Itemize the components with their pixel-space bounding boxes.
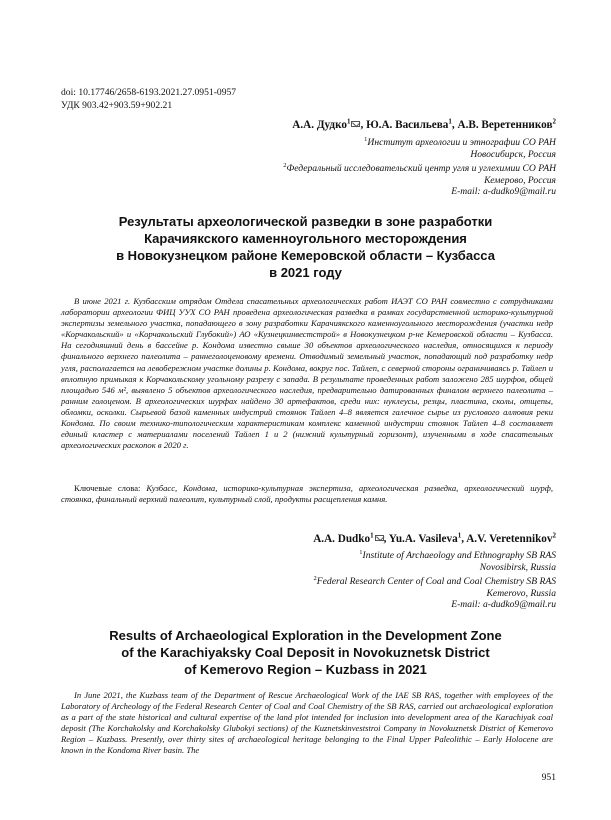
en-email[interactable]: E-mail: a-dudko9@mail.ru xyxy=(451,599,556,610)
en-affiliation-2: $^2$Federal Research Center of Coal and Coal Chemistry SB RAS xyxy=(313,575,556,588)
ru-authors: А.А. Дудко$^1$ , Ю.А. Васильева$^1$, А.В. Веретенников$^2$ xyxy=(292,117,556,131)
ru-affiliation-1: $^1$Институт археологии и этнографии СО РАН xyxy=(364,136,556,149)
keywords-label: Ключевые слова: xyxy=(74,483,141,493)
ru-abstract: В июне 2021 г. Кузбасским отрядом Отдела спасательных археологических работ ИАЭТ СО РАН совместно с сотрудниками лаборатории археологии ФИЦ УУХ СО РАН проведена археологическая разведка в рамках государственной историко-культурной экспертизы земельного участка, попадающего в зону разработки Карачиякского каменноугольного месторождения (участки недр «Корчакольский» и «Корчакольский Глубокий») АО «Кузнецкинвестстрой» в Новокузнецком р-не Кемеровской области – Кузбасса. На сегодняшний день в бассейне р. Кондома известно свыше 30 объектов археологического наследия, относящихся к периоду финального верхнего палеолита – раннеголоценовому времени. Отводимый земельный участок, попадающий под разработку недр угля, располагается на левобережном участке долины р. Кондома, вокруг пос. Тайлеп, с северной стороны ограничиваясь р. Тайлеп и вплотную примыкая к Корчакольскому угольному разрезу с запада. В результате проведенных работ заложено 285 шурфов, общей площадью 546 м², выявлено 5 объектов археологического наследия, предварительно датированных финалом верхнего палеолита – ранним голоценом. В археологических шурфах найдено 30 артефактов, среди них: нуклеусы, резцы, пластина, сколы, отщепы, обломки, осколки. Сырьевой базой каменных индустрий стоянок Тайлеп 4–8 является галечное сырье из руслового аллювия реки Кондома. По своим технико-типологическим характеристикам комплекс каменной индустрии стоянок Тайлеп 4–8 составляет единый кластер с материалами поселений Тайлеп 1 и 2 (нижний культурный горизонт), изученными в ходе спасательных археологических раскопок в 2020 г. xyxy=(61,296,553,451)
ru-title xyxy=(60,213,551,281)
ru-affiliation-1-city: Новосибирск, Россия xyxy=(470,148,556,160)
en-abstract: In June 2021, the Kuzbass team of the Department of Rescue Archaeological Work of the IAE SB RAS, together with employees of the Laboratory of Archeology of the Federal Research Center of Coal and Coal Chemistry of the SB RAS, carried out archaeological exploration as a part of the state historical and cultural expertise of the land plot intended for inclusion into development area of the Karachiyak coal deposit (The Korchakolsky and Korchakolsky Glubokyi sections) of the Kuznetskinveststroi Company in Novokuznetsk District of Kemerovo Region – Kuzbass. Presently, over thirty sites of archaeological heritage belonging to the Final Upper Paleolithic – Early Holocene are known in the Kondoma River basin. The xyxy=(61,690,553,756)
article-meta xyxy=(61,87,236,112)
en-author-1: A.A. Dudko$^1$ xyxy=(313,533,383,545)
ru-author-3: А.В. Веретенников$^2$ xyxy=(457,117,556,131)
en-title-line: of Kemerovo Region – Kuzbass in 2021 xyxy=(184,662,427,677)
ru-title-line: Результаты археологической разведки в зоне разработки xyxy=(118,214,493,229)
ru-title-line: Карачиякского каменноугольного месторождения xyxy=(144,231,467,246)
ru-keywords xyxy=(61,483,553,505)
en-author-3: A.V. Veretennikov$^2$ xyxy=(466,531,556,545)
ru-author-2: Ю.А. Васильева$^1$ xyxy=(366,117,452,131)
doi[interactable]: doi: 10.17746/2658-6193.2021.27.0951-0957 xyxy=(61,87,237,98)
en-author-2: Yu.A. Vasileva$^1$ xyxy=(388,531,462,545)
ru-affiliations xyxy=(283,134,556,197)
en-title-line: Results of Archaeological Exploration in the Development Zone xyxy=(109,628,502,643)
en-title-line: of the Karachiyaksky Coal Deposit in Novokuznetsk District xyxy=(121,645,490,660)
en-title xyxy=(60,627,551,678)
envelope-icon[interactable] xyxy=(375,535,384,541)
en-affiliation-2-city: Kemerovo, Russia xyxy=(486,587,556,599)
page-number: 951 xyxy=(541,772,556,783)
ru-affiliation-2-city: Кемерово, Россия xyxy=(484,174,556,186)
envelope-icon[interactable] xyxy=(351,121,360,127)
udk-code: УДК 903.42+903.59+902.21 xyxy=(61,99,173,111)
ru-affiliation-2: $^2$Федеральный исследовательский центр угля и углехимии СО РАН xyxy=(283,162,556,175)
en-authors: A.A. Dudko$^1$ , Yu.A. Vasileva$^1$, A.V. Veretennikov$^2$ xyxy=(313,531,556,545)
ru-title-line: в 2021 году xyxy=(269,265,342,280)
ru-email[interactable]: E-mail: a-dudko9@mail.ru xyxy=(451,186,556,197)
keywords-text: Кузбасс, Кондома, историко-культурная экспертиза, археологическая разведка, археологический шурф, стоянка, финальный верхний палеолит, культурный слой, продукты расщепления камня. xyxy=(61,483,554,505)
ru-author-1: А.А. Дудко$^1$ xyxy=(292,119,360,131)
ru-title-line: в Новокузнецком районе Кемеровской области – Кузбасса xyxy=(116,248,495,263)
en-affiliation-1-city: Novosibirsk, Russia xyxy=(479,561,556,573)
en-affiliation-1: $^1$Institute of Archaeology and Ethnography SB RAS xyxy=(359,549,556,562)
en-affiliations xyxy=(314,547,556,610)
